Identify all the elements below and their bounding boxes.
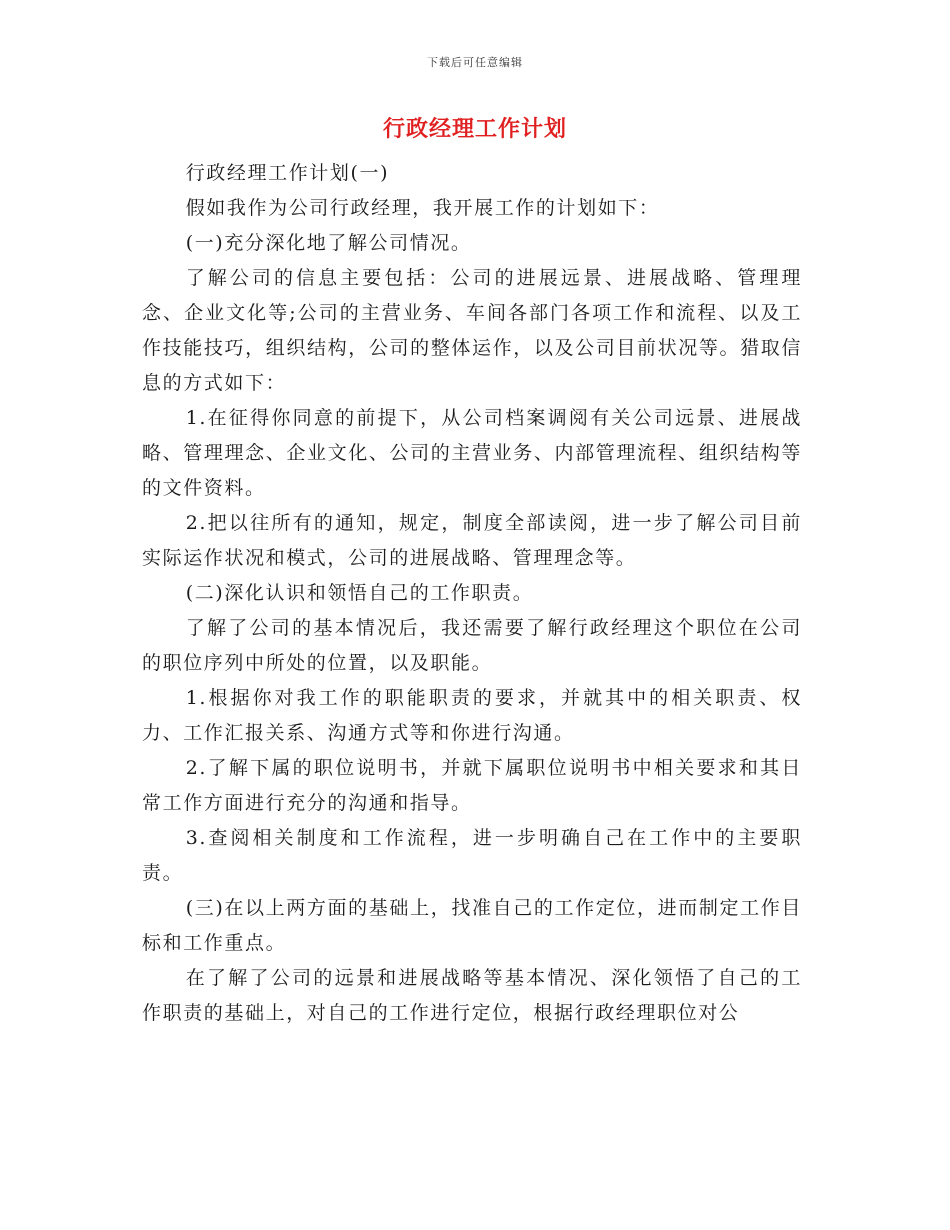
document-title: 行政经理工作计划: [382, 116, 567, 142]
page-header-note: 下载后可任意编辑: [427, 56, 523, 69]
list-item: 2.把以往所有的通知，规定，制度全部读阅，进一步了解公司目前实际运作状况和模式，公司的进展战略、管理理念等。: [142, 512, 802, 569]
section-heading-1: (一)充分深化地了解公司情况。: [185, 232, 472, 254]
paragraph: 了解公司的信息主要包括：公司的进展远景、进展战略、管理理念、企业文化等;公司的主营业务、车间各部门各项工作和流程、以及工作技能技巧，组织结构，公司的整体运作，以及公司目前状况等。猎取信息的方式如下：: [142, 267, 802, 394]
list-item: 2.了解下属的职位说明书，并就下属职位说明书中相关要求和其日常工作方面进行充分的沟通和指导。: [142, 757, 802, 814]
paragraph-subtitle: 行政经理工作计划(一): [185, 162, 390, 184]
paragraph: 了解了公司的基本情况后，我还需要了解行政经理这个职位在公司的职位序列中所处的位置，以及职能。: [142, 617, 802, 674]
section-heading-3: (三)在以上两方面的基础上，找准自己的工作定位，进而制定工作目标和工作重点。: [142, 897, 802, 954]
list-item: 1.在征得你同意的前提下，从公司档案调阅有关公司远景、进展战略、管理理念、企业文化、公司的主营业务、内部管理流程、组织结构等的文件资料。: [142, 407, 802, 499]
paragraph-intro: 假如我作为公司行政经理，我开展工作的计划如下：: [185, 197, 660, 219]
paragraph: 在了解了公司的远景和进展战略等基本情况、深化领悟了自己的工作职责的基础上，对自己的工作进行定位，根据行政经理职位对公: [142, 967, 802, 1024]
list-item: 1.根据你对我工作的职能职责的要求，并就其中的相关职责、权力、工作汇报关系、沟通方式等和你进行沟通。: [142, 687, 802, 744]
section-heading-2: (二)深化认识和领悟自己的工作职责。: [185, 582, 534, 604]
list-item: 3.查阅相关制度和工作流程，进一步明确自己在工作中的主要职责。: [142, 827, 802, 884]
document-body: [142, 156, 802, 1031]
